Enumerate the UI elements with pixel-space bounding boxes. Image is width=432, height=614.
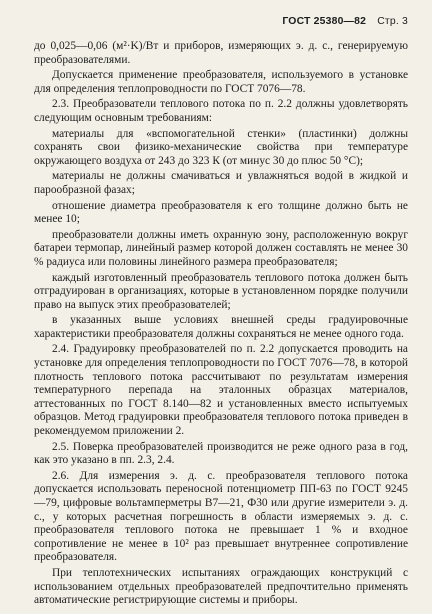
requirement-moisture: материалы не должны смачиваться и увлажняться водой в жидкой и парообразной фазах; [34, 170, 408, 196]
paragraph-2-6: 2.6. Для измерения э. д. с. преобразователя теплового потока допускается использовать переносной потенциометр ПП-63 по ГОСТ 9245—79, цифровые вольтамперметры В7—21, Ф30 или другие измерители э. д. с., у которых расчетная погрешность в области измеряемых э. д. с. преобразователя теплового потока не превышает 1 % и входное сопротивление не менее в 10² раз превышает внутреннее сопротивление преобразователя. [34, 469, 408, 564]
requirement-ratio: отношение диаметра преобразователя к его толщине должно быть не менее 10; [34, 199, 408, 226]
requirement-materials: материалы для «вспомогательной стенки» (пластинки) должны сохранять свои физико-механические свойства при температуре окружающего воздуха от 243 до 323 К (от минус 30 до плюс 50 °С); [34, 127, 408, 167]
standard-number: ГОСТ 25380—82 [282, 16, 367, 27]
page-header [282, 15, 408, 29]
paragraph-permission: Допускается применение преобразователя, используемого в установке для определения теплопроводности по ГОСТ 7076—78. [34, 69, 408, 95]
paragraph-2-5: 2.5. Поверка преобразователей производится не реже одного раза в год, как это указано в пп. 2.3, 2.4. [34, 440, 408, 467]
paragraph-2-3: 2.3. Преобразователи теплового потока по п. 2.2 должны удовлетворять следующим основным требованиям: [34, 98, 408, 124]
requirement-stability: в указанных выше условиях внешней среды градуировочные характеристики преобразователя должны сохраняться не менее одного года. [34, 314, 408, 340]
paragraph-continuation: до 0,025—0,06 (м²·K)/Вт и приборов, измеряющих э. д. с., генерируемую преобразователями. [34, 40, 408, 66]
page-number: Стр. 3 [377, 16, 408, 27]
paragraph-testing: При теплотехнических испытаниях ограждающих конструкций с использованием отдельных преобразователей предпочтительно применять автоматические регистрирующие системы и приборы. [34, 566, 408, 607]
document-body [34, 40, 408, 608]
paragraph-2-4: 2.4. Градуировку преобразователей по п. 2.2 допускается проводить на установке для определения теплопроводности по ГОСТ 7076—78, в которой плотность теплового потока рассчитывают по результатам измерения температурного перепада на эталонных образцах материалов, аттестованных по ГОСТ 8.140—82 и установленных вместо испытуемых образцов. Метод градуировки преобразователя теплового потока приведен в рекомендуемом приложении 2. [34, 343, 408, 438]
requirement-guard-zone: преобразователи должны иметь охранную зону, расположенную вокруг батареи термопар, линейный размер которой должен составлять не менее 30 % радиуса или половины линейного размера преобразователя; [34, 228, 408, 268]
requirement-calibration: каждый изготовленный преобразователь теплового потока должен быть отградуирован в организациях, которые в установленном порядке получили право на выпуск этих преобразователей; [34, 271, 408, 311]
